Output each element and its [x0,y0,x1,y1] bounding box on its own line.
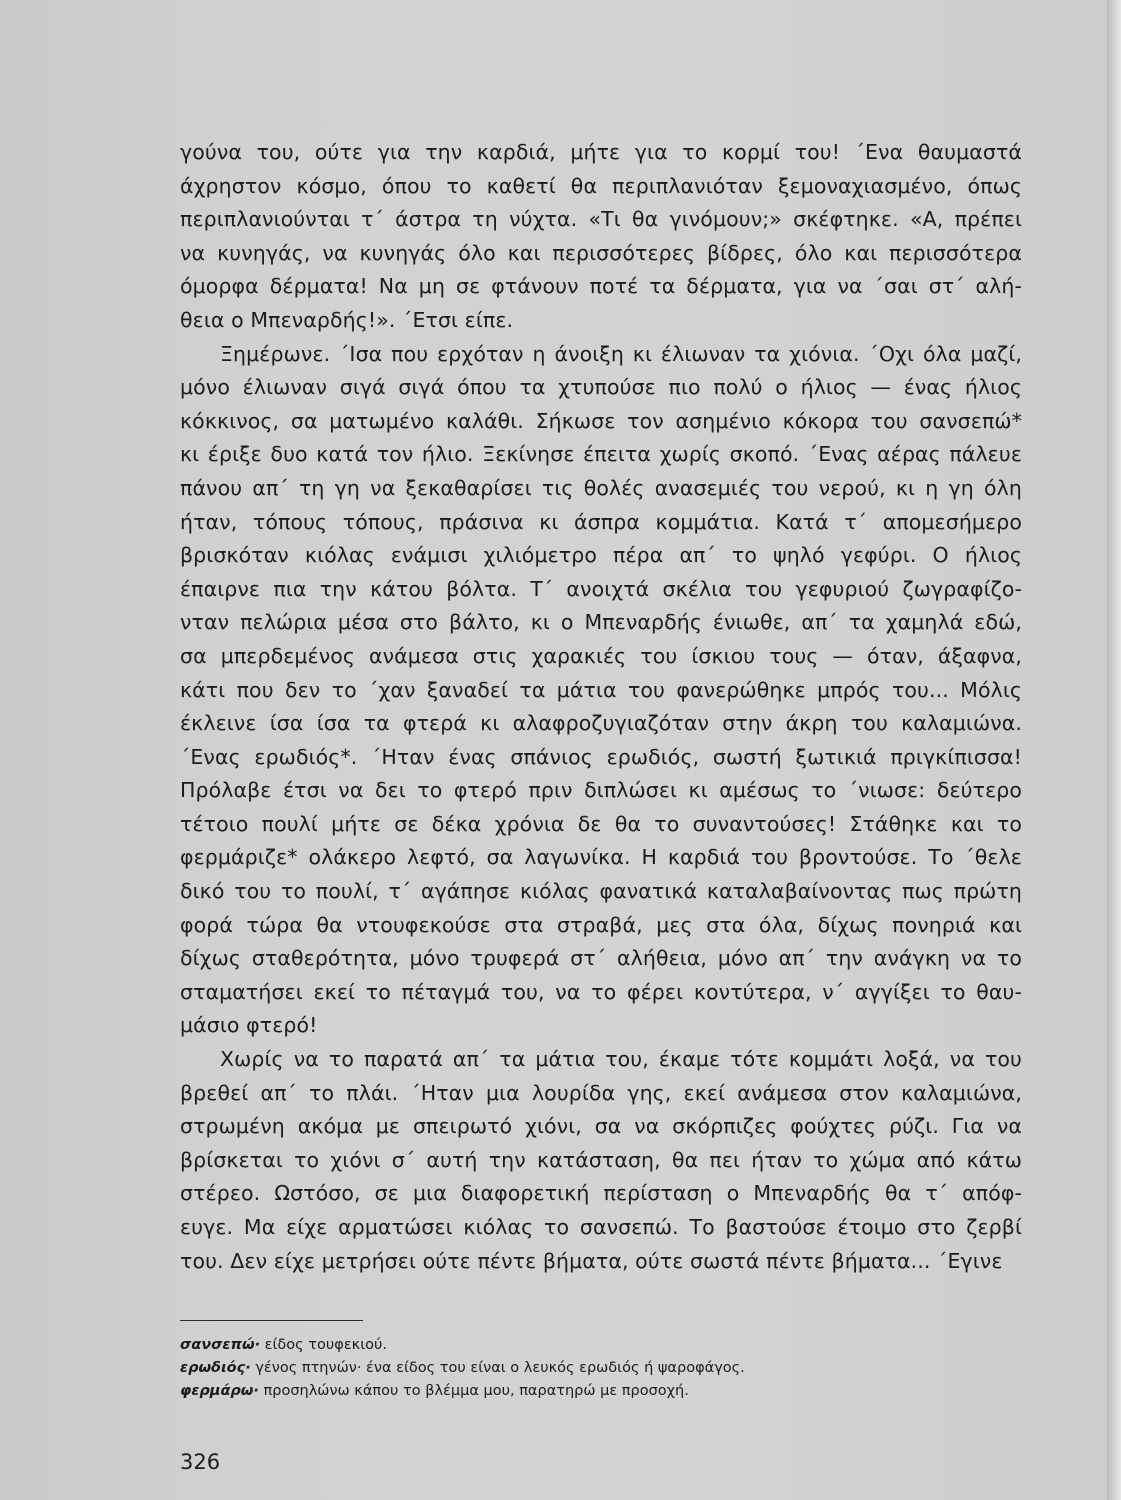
paragraph [180,136,1022,338]
text-line: στρωμένη ακόμα με σπειρωτό χιόνι, σα να σκόρπιζες φούχτες ρύζι. Για να [180,1114,1022,1139]
footnote-term: σανσεπώ· [180,1337,261,1353]
text-line: Χωρίς να το παρατά απ΄ τα μάτια του, έκαμε τότε κομμάτι λοξά, να του [220,1047,1022,1072]
text-line: γούνα του, ούτε για την καρδιά, μήτε για το κορμί του! ΄Ενα θαυμαστά [180,140,1022,164]
text-line: δίχως σταθερότητα, μόνο τρυφερά στ΄ αλήθεια, μόνο απ΄ την ανάγκη να το [180,946,1022,971]
text-line: του. Δεν είχε μετρήσει ούτε πέντε βήματα, ούτε σωστά πέντε βήματα... ΄Εγινε [180,1248,1003,1273]
body-text [180,136,1022,1278]
text-line: κι έριξε δυο κατά τον ήλιο. Ξεκίνησε έπειτα χωρίς σκοπό. ΄Ενας αέρας πάλευε [180,442,1022,467]
footnote-term: ερωδιός· [180,1360,251,1376]
text-line: ΄Ενας ερωδιός*. ΄Ηταν ένας σπάνιος ερωδιός, σωστή ξωτικιά πριγκίπισσα! [180,744,1022,769]
text-line: σα μπερδεμένος ανάμεσα στις χαρακιές του ίσκιου τους — όταν, άξαφνα, [180,643,1022,668]
text-line: έκλεινε ίσα ίσα τα φτερά κι αλαφροζυγιαζόταν στην άκρη του καλαμιώνα. [180,711,1022,736]
text-line: πάνου απ΄ τη γη να ξεκαθαρίσει τις θολές ανασεμιές του νερού, κι η γη όλη [180,475,1022,500]
footnote-term: φερμάρω· [180,1383,259,1399]
text-line: τέτοιο πουλί μήτε σε δέκα χρόνια δε θα το συναντούσες! Στάθηκε και το [180,811,1022,836]
text-line: έπαιρνε πια την κάτου βόλτα. Τ΄ ανοιχτά σκέλια του γεφυριού ζωγραφίζο- [180,576,1022,601]
text-line: σταματήσει εκεί το πέταγμά του, να το φέρει κοντύτερα, ν΄ αγγίξει το θαυ- [180,979,1022,1004]
footnote [180,1380,980,1403]
text-line: βρισκόταν κιόλας ενάμισι χιλιόμετρο πέρα απ΄ το ψηλό γεφύρι. Ο ήλιος [180,543,1022,568]
text-line: όμορφα δέρματα! Να μη σε φτάνουν ποτέ τα δέρματα, για να ΄σαι στ΄ αλή- [180,274,1022,299]
text-line: ήταν, τόπους τόπους, πράσινα κι άσπρα κομμάτια. Κατά τ΄ απομεσήμερο [180,509,1022,534]
text-line: θεια ο Μπεναρδής!». ΄Ετσι είπε. [180,307,514,332]
footnote [180,1357,980,1380]
text-line: να κυνηγάς, να κυνηγάς όλο και περισσότερες βίδρες, όλο και περισσότερα [180,240,1022,265]
text-line: στέρεο. Ωστόσο, σε μια διαφορετική περίσταση ο Μπεναρδής θα τ΄ απόφ- [180,1181,1022,1206]
text-line: δικό του το πουλί, τ΄ αγάπησε κιόλας φανατικά καταλαβαίνοντας πως πρώτη [180,879,1022,904]
text-line: μόνο έλιωναν σιγά σιγά όπου τα χτυπούσε πιο πολύ ο ήλιος — ένας ήλιος [180,375,1022,400]
footnote-definition: γένος πτηνών· ένα είδος του είναι ο λευκός ερωδιός ή ψαροφάγος. [250,1360,745,1376]
footnote [180,1334,980,1357]
text-line: φερμάριζε* ολάκερο λεφτό, σα λαγωνίκα. Η καρδιά του βροντούσε. Το ΄θελε [180,845,1022,870]
text-line: Ξημέρωνε. ΄Ισα που ερχόταν η άνοιξη κι έλιωναν τα χιόνια. ΄Οχι όλα μαζί, [220,341,1022,366]
page-edge [1107,0,1121,1500]
text-line: περιπλανιούνται τ΄ άστρα τη νύχτα. «Τι θα γινόμουν;» σκέφτηκε. «Α, πρέπει [180,207,1022,232]
paragraph [180,1043,1022,1278]
paragraph [180,338,1022,1043]
text-line: νταν πελώρια μέσα στο βάλτο, κι ο Μπεναρδής ένιωθε, απ΄ τα χαμηλά εδώ, [180,610,1022,635]
text-line: άχρηστον κόσμο, όπου το καθετί θα περιπλανιόταν ξεμοναχιασμένο, όπως [180,173,1022,198]
footnote-definition: είδος τουφεκιού. [260,1337,388,1353]
text-line: φορά τώρα θα ντουφεκούσε στα στραβά, μες στα όλα, δίχως πονηριά και [180,912,1022,937]
text-line: Πρόλαβε έτσι να δει το φτερό πριν διπλώσει κι αμέσως το ΄νιωσε: δεύτερο [180,778,1022,803]
text-line: μάσιο φτερό! [180,1013,318,1038]
text-line: κάτι που δεν το ΄χαν ξαναδεί τα μάτια του φανερώθηκε μπρός του... Μόλις [180,677,1022,702]
footnotes [180,1334,980,1403]
text-line: βρεθεί απ΄ το πλάι. ΄Ηταν μια λουρίδα γης, εκεί ανάμεσα στον καλαμιώνα, [180,1080,1022,1105]
footnote-definition: προσηλώνω κάπου το βλέμμα μου, παρατηρώ με προσοχή. [258,1383,689,1399]
page-number: 326 [180,1450,221,1474]
text-line: βρίσκεται το χιόνι σ΄ αυτή την κατάσταση, θα πει ήταν το χώμα από κάτω [180,1147,1022,1172]
text-line: κόκκινος, σα ματωμένο καλάθι. Σήκωσε τον ασημένιο κόκορα του σανσεπώ* [180,408,1022,433]
text-line: ευγε. Μα είχε αρματώσει κιόλας το σανσεπώ. Το βαστούσε έτοιμο στο ζερβί [180,1215,1022,1239]
footnote-separator [180,1320,363,1321]
